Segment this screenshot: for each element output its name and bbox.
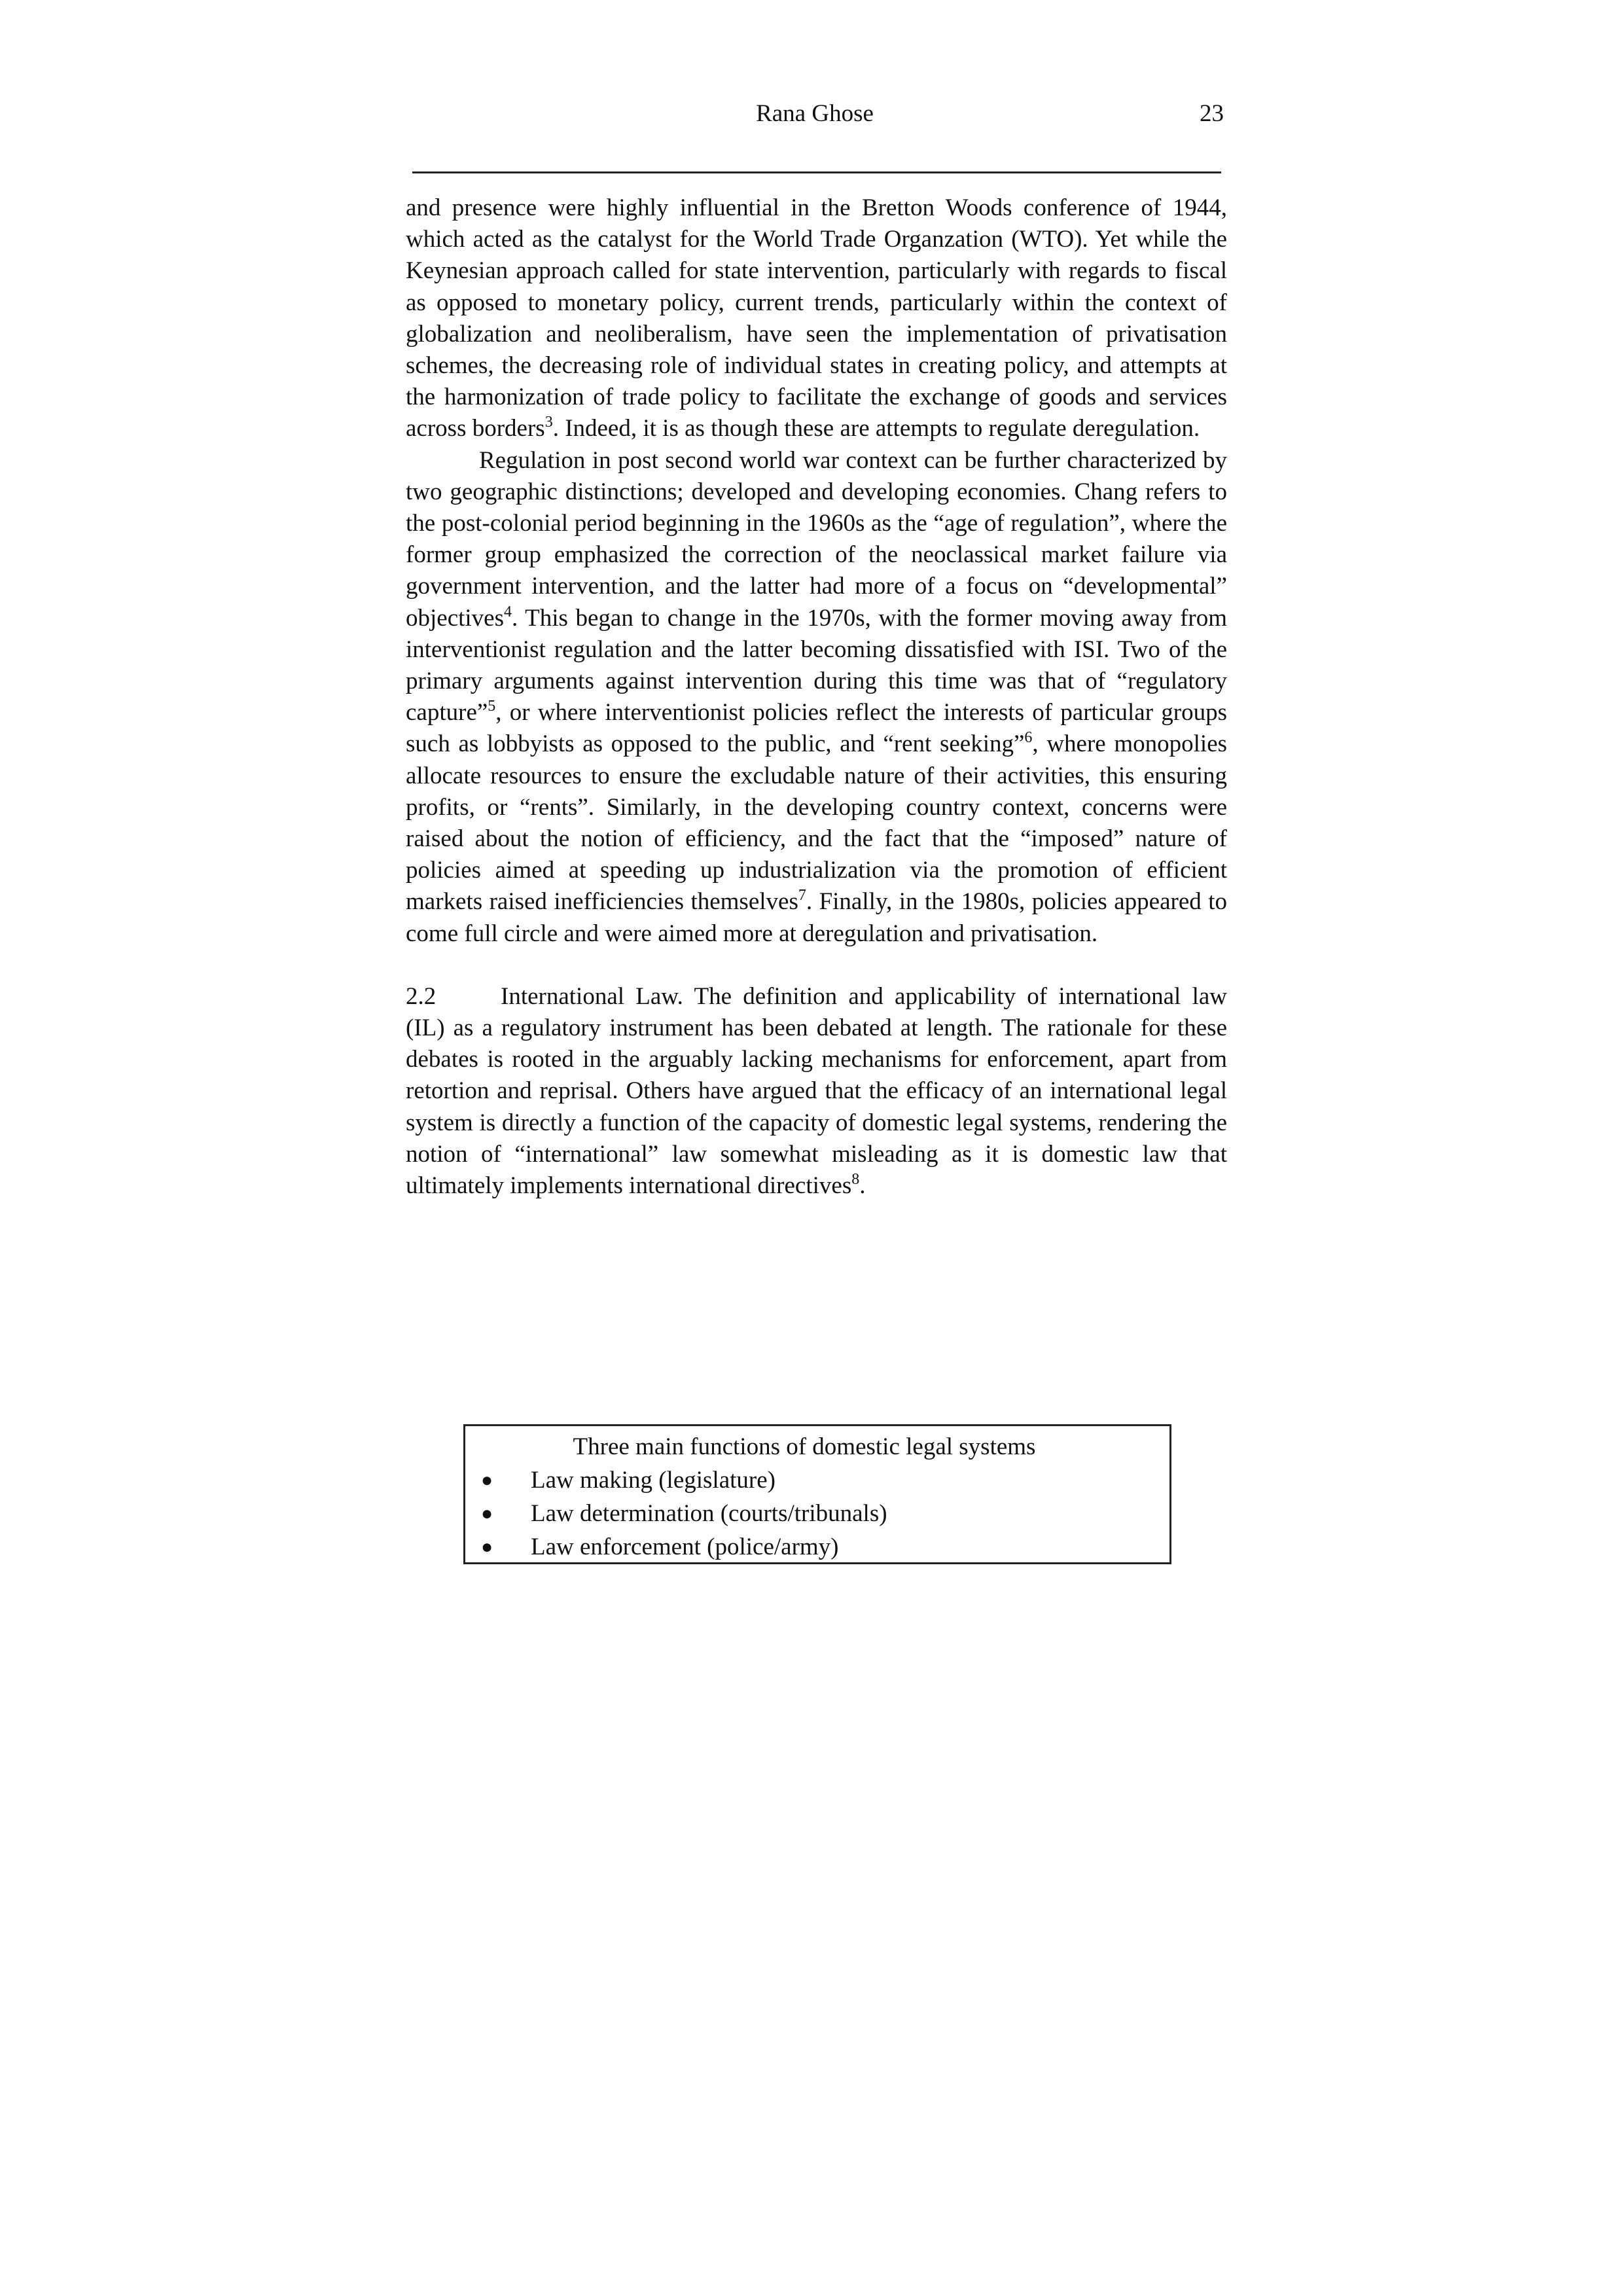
functions-list xyxy=(465,1463,1169,1564)
paragraph-continued xyxy=(406,192,1227,445)
bullet-icon: ● xyxy=(481,1469,493,1491)
footnote-ref-8[interactable]: 8 xyxy=(851,1171,860,1189)
paragraph-text: International Law. The definition and applicability of international law (IL) as a regulatory instrument has been debated at length. The rationale for these debates is rooted in the arguably lacking mechanisms for enforcement, apart from retortion and reprisal. Others have argued that the efficacy of an international legal system is directly a function of the capacity of domestic legal systems, rendering the notion of “international” law somewhat misleading as it is domestic law that ultimately implements international directives xyxy=(406,982,1227,1200)
bullet-icon: ● xyxy=(481,1503,493,1524)
list-item xyxy=(465,1530,1169,1564)
header-rule xyxy=(412,171,1221,173)
paragraph-regulation xyxy=(406,445,1227,950)
footnote-ref-6[interactable]: 6 xyxy=(1024,729,1033,747)
paragraph-text: Regulation in post second world war context can be further characterized by two geographic distinctions; developed and developing economies. Chang refers to the post-colonial period beginning in the 1960s as the “age of regulation”, where the former group emphasized the correction of the neoclassical market failure via government intervention, and the latter had more of a focus on “developmental” objectives xyxy=(406,446,1227,632)
list-item-text: Law determination (courts/tribunals) xyxy=(531,1500,887,1527)
section-number: 2.2 xyxy=(406,982,437,1010)
paragraph-text: and presence were highly influential in the Bretton Woods conference of 1944, which acted as the catalyst for the World Trade Organzation (WTO). Yet while the Keynesian approach called for state intervention, particularly with regards to fiscal as opposed to monetary policy, current trends, particularly within the context of globalization and neoliberalism, have seen the implementation of privatisation schemes, the decreasing role of individual states in creating policy, and attempts at the harmonization of trade policy to facilitate the exchange of goods and services across borders xyxy=(406,194,1227,442)
paragraph-text: , where monopolies allocate resources to ensure the excludable nature of their activities, this ensuring profits, or “rents”. Similarly, in the developing country context, concerns were raised about the notion of efficiency, and the fact that the “imposed” nature of policies aimed at speeding up industrialization via the promotion of efficient markets raised inefficiencies themselves xyxy=(406,730,1228,916)
running-header xyxy=(406,94,1224,134)
bullet-icon: ● xyxy=(481,1536,493,1558)
paragraph-text: . xyxy=(859,1172,866,1200)
paragraph-text: , or where interventionist policies reflect the interests of particular groups such as lobbyists as opposed to the public, and “rent seeking” xyxy=(406,699,1227,758)
box-title: Three main functions of domestic legal systems xyxy=(573,1433,1036,1460)
footnote-ref-5[interactable]: 5 xyxy=(488,698,496,715)
page-number: 23 xyxy=(1200,100,1224,127)
footnote-ref-4[interactable]: 4 xyxy=(504,603,512,620)
running-header-author: Rana Ghose xyxy=(756,100,874,127)
list-item xyxy=(465,1497,1169,1530)
list-item-text: Law making (legislature) xyxy=(531,1467,776,1494)
list-item-text: Law enforcement (police/army) xyxy=(531,1534,839,1560)
section-international-law xyxy=(406,981,1227,1202)
body-text xyxy=(406,192,1227,1202)
paragraph-text: . This began to change in the 1970s, with the former moving away from interventionist regulation and the latter becoming dissatisfied with ISI. Two of the primary arguments against intervention during this time was that of “regulatory capture” xyxy=(406,604,1227,726)
list-item xyxy=(465,1463,1169,1497)
footnote-ref-7[interactable]: 7 xyxy=(798,887,806,905)
footnote-ref-3[interactable]: 3 xyxy=(544,414,553,431)
legal-functions-box xyxy=(463,1424,1171,1564)
paragraph-text: . Finally, in the 1980s, policies appeared to come full circle and were aimed more at deregulation and privatisation. xyxy=(406,888,1227,947)
paragraph-text: . Indeed, it is as though these are attempts to regulate deregulation. xyxy=(552,415,1200,442)
